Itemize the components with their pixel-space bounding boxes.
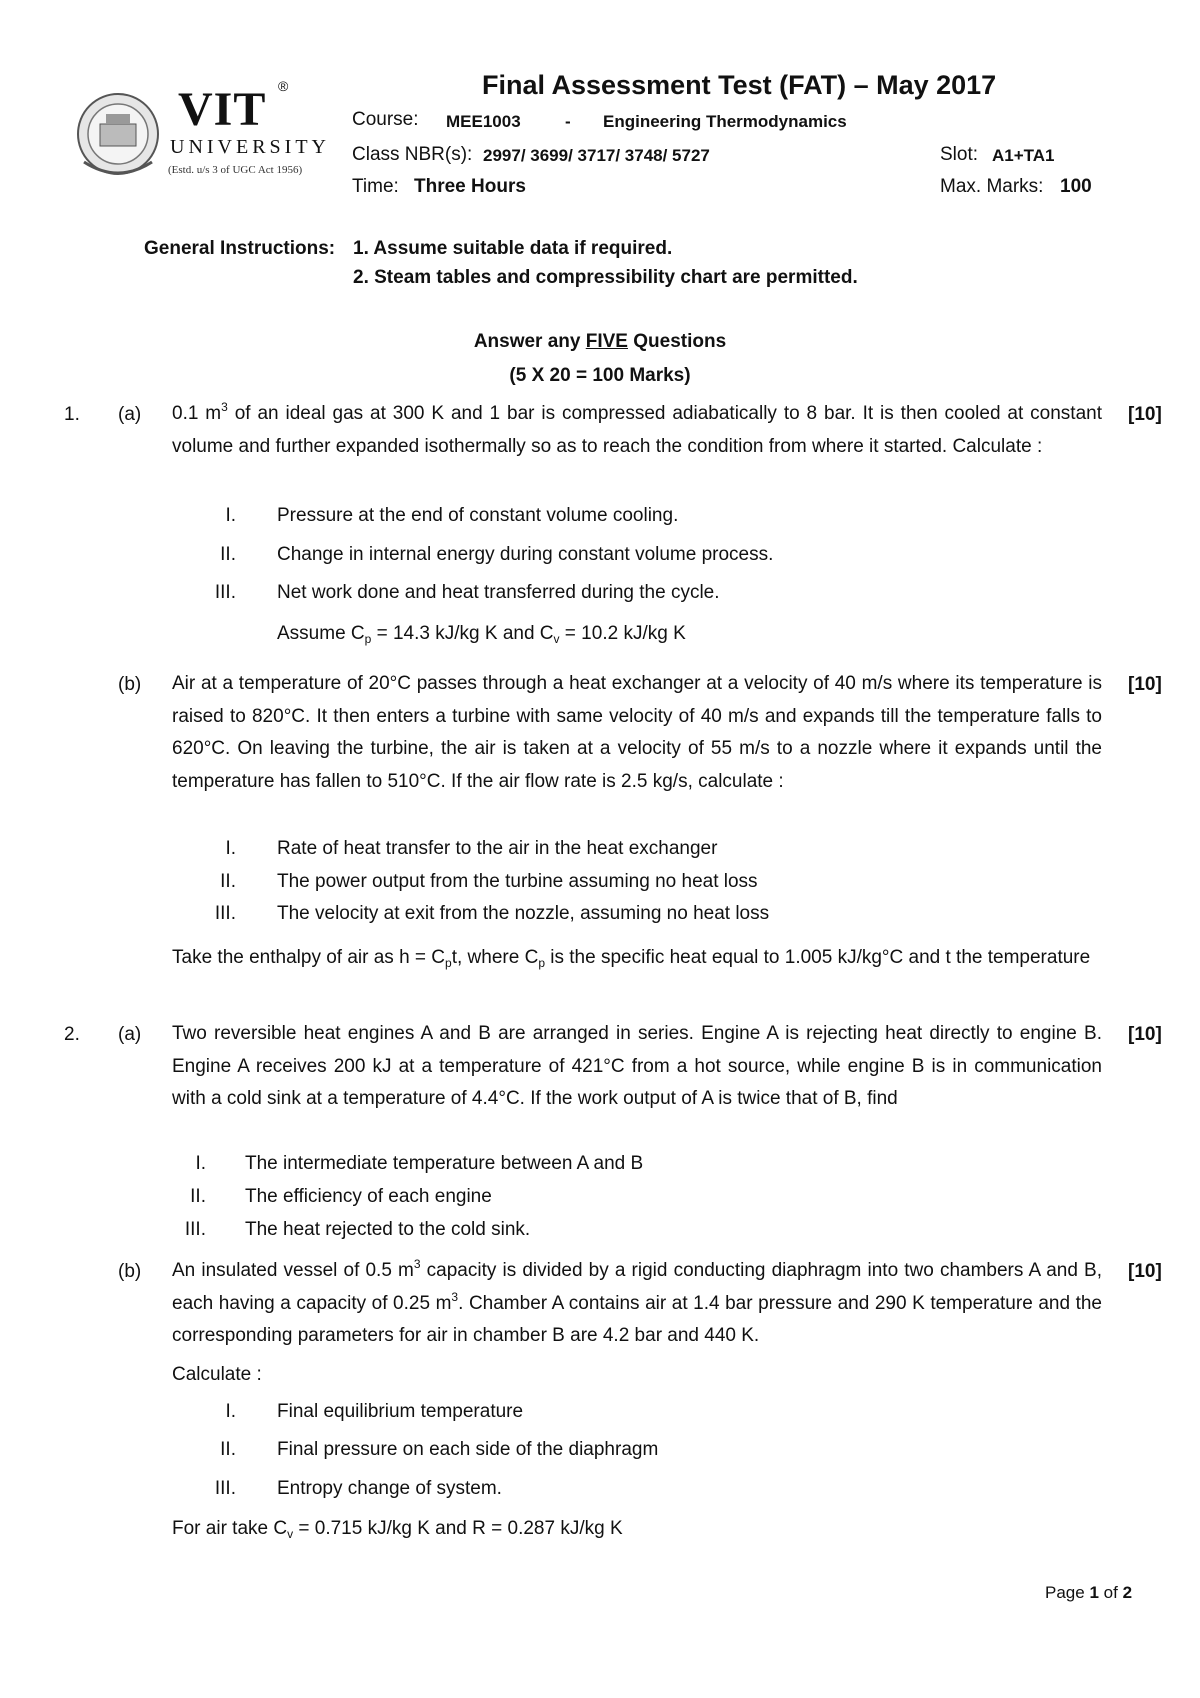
q2b-sup1: 3 [413,1257,421,1271]
q1b-item-3-num: III. [214,903,236,924]
q1b-take-sub2: p [538,956,545,970]
exam-title: Final Assessment Test (FAT) – May 2017 [482,70,997,100]
instruction-2: 2. Steam tables and compressibility chart are permitted. [353,267,858,288]
q2b-sup2: 3 [451,1289,459,1304]
q1b-item-3-text: The velocity at exit from the nozzle, assuming no heat loss [277,903,770,924]
q2a-item-3-num: III. [184,1219,206,1240]
q2a-item-3-text: The heat rejected to the cold sink. [245,1219,531,1240]
q1b-take-sub1: p [445,956,452,970]
question-2a-text: Two reversible heat engines A and B are arranged in series. Engine A is rejecting heat directly to engine B. Engine A receives 200 kJ at a temperature of 421°C from a hot source, while engine B is in communication with a cold sink at a temperature of 4.4°C. If the work output of A is twice that of B, find [172,1023,1102,1109]
q1a-item-3-num: III. [214,582,236,603]
q2b-for-air [172,1518,623,1540]
max-marks-value: 100 [1060,176,1092,197]
q2a-item-1-text: The intermediate temperature between A and B [245,1153,644,1174]
time-value: Three Hours [414,176,526,197]
question-2a-label: (a) [118,1024,142,1045]
question-2-number: 2. [64,1024,80,1045]
q1a-assume [277,623,686,645]
q1a-assume-sub2: v [553,632,560,646]
q2b-item-1-num: I. [225,1401,236,1422]
question-1a-label: (a) [118,404,142,425]
page-total: 2 [1122,1583,1133,1602]
slot-value: A1+TA1 [992,146,1055,165]
question-1b-text: Air at a temperature of 20°C passes through a heat exchanger at a velocity of 40 m/s where its temperature is raised to 820°C. It then enters a turbine with same velocity of 40 m/s and expands till the temperature falls to 620°C. On leaving the turbine, the air is taken at a velocity of 55 m/s to a nozzle where it expands until the temperature has fallen to 510°C. If the air flow rate is 2.5 kg/s, calculate : [172,673,1102,792]
q1a-item-1-text: Pressure at the end of constant volume cooling. [277,505,679,526]
q1b-take-1: Take the enthalpy of air as h = C [172,947,446,968]
q1a-assume-2: = 14.3 kJ/kg K and C [371,623,554,644]
instruction-1: 1. Assume suitable data if required. [353,238,673,259]
q1b-take-3: is the specific heat equal to 1.005 kJ/kg°C and t the temperature [545,947,1091,968]
course-label: Course: [352,109,419,130]
q1b-item-1-num: I. [225,838,236,859]
time-label: Time: [352,176,399,197]
question-1b-marks: [10] [1128,674,1162,695]
q1a-sup: 3 [221,400,228,414]
question-1a-text [172,398,1102,463]
q2b-item-3-text: Entropy change of system. [277,1478,502,1499]
answer-suffix: Questions [633,331,727,352]
logo-name: VIT [178,83,267,136]
course-name: Engineering Thermodynamics [603,112,847,131]
question-2b-label: (b) [118,1261,142,1282]
logo-estd: (Estd. u/s 3 of UGC Act 1956) [168,164,303,176]
q2b-calculate: Calculate : [172,1364,262,1385]
question-1-number: 1. [64,404,80,425]
question-2b-text [172,1255,1102,1353]
course-code: MEE1003 [446,112,521,131]
q2a-item-2-num: II. [190,1186,206,1207]
class-label: Class NBR(s): [352,144,473,165]
question-1a-marks: [10] [1128,404,1162,425]
q2b-text-part2: capacity is divided by a rigid conducting diaphragm into two chambers A and B, each having a capacity of 0.25 m [172,1260,1102,1314]
page-of: of [1103,1583,1118,1602]
q2b-text-part1: An insulated vessel of 0.5 m [172,1260,414,1281]
instructions-label: General Instructions: [144,238,336,259]
q1a-item-3-text: Net work done and heat transferred during the cycle. [277,582,720,603]
q2b-for-1: For air take C [172,1518,288,1539]
logo-university: UNIVERSITY [170,136,330,158]
page-current: 1 [1089,1583,1099,1602]
university-logo [76,78,332,194]
page-number [1045,1583,1132,1603]
q2b-item-3-num: III. [214,1478,236,1499]
question-2b-marks: [10] [1128,1261,1162,1282]
q1b-item-2-text: The power output from the turbine assuming no heat loss [277,871,758,892]
slot-label: Slot: [940,144,979,165]
q1a-assume-1: Assume C [277,623,365,644]
answer-marks: (5 X 20 = 100 Marks) [509,365,691,386]
q2b-item-2-text: Final pressure on each side of the diaphragm [277,1439,659,1460]
course-dash: - [565,112,571,131]
answer-instruction [0,331,1200,353]
question-2a-marks: [10] [1128,1024,1162,1045]
q2b-for-sub: v [287,1527,294,1541]
q1a-assume-sub1: p [364,632,372,646]
q1a-item-2-num: II. [220,544,236,565]
q2a-item-1-num: I. [195,1153,206,1174]
q1a-assume-3: = 10.2 kJ/kg K [559,623,686,644]
q2b-item-2-num: II. [220,1439,236,1460]
q2a-item-2-text: The efficiency of each engine [245,1186,492,1207]
q1b-item-1-text: Rate of heat transfer to the air in the heat exchanger [277,838,718,859]
page-label: Page [1045,1583,1085,1602]
logo-registered-mark: ® [278,78,289,94]
q2b-text-part3: . Chamber A contains air at 1.4 bar pressure and 290 K temperature and the corresponding parameters for air in chamber B are 4.2 bar and 440 K. [172,1292,1102,1346]
q1a-item-2-text: Change in internal energy during constant volume process. [277,544,774,565]
q1a-text-part2: of an ideal gas at 300 K and 1 bar is compressed adiabatically to 8 bar. It is then cooled at constant volume and further expanded isothermally so as to reach the condition from where it started. Calculate : [172,403,1102,457]
q1a-text-part1: 0.1 m [172,403,222,424]
q1a-item-1-num: I. [225,505,236,526]
answer-prefix: Answer any [473,331,581,352]
answer-five: FIVE [585,331,628,352]
max-marks-label: Max. Marks: [940,176,1044,197]
q1b-item-2-num: II. [220,871,236,892]
q1b-take-2: t, where C [451,947,539,968]
q2b-item-1-text: Final equilibrium temperature [277,1401,524,1422]
q2b-for-2: = 0.715 kJ/kg K and R = 0.287 kJ/kg K [293,1518,623,1539]
question-1b-label: (b) [118,674,142,695]
q1b-take-enthalpy [172,942,1102,975]
class-values: 2997/ 3699/ 3717/ 3748/ 5727 [483,146,710,165]
